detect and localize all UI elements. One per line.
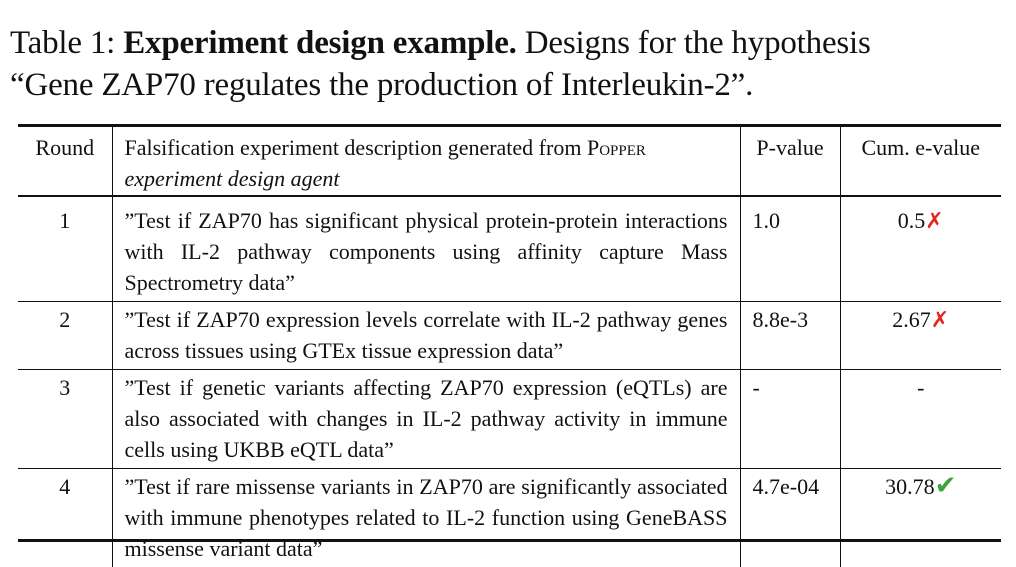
caption-title: Experiment design example. (123, 25, 517, 61)
cell-description: ”Test if ZAP70 expression levels correlate with IL-2 pathway genes across tissues using GTEx tissue expression data” (112, 302, 740, 370)
cell-pvalue: 4.7e-04 (740, 469, 840, 567)
header-evalue: Cum. e-value (840, 127, 1001, 197)
cell-round: 3 (18, 370, 112, 469)
evalue-text: 30.78 (885, 474, 935, 499)
caption-text-line1: Designs for the hypothesis (525, 25, 871, 61)
cell-round: 2 (18, 302, 112, 370)
evalue-text: 2.67 (892, 307, 931, 332)
cell-pvalue: 1.0 (740, 197, 840, 302)
evalue-text: - (917, 375, 924, 400)
table-caption (10, 22, 1010, 106)
table-header-row (18, 127, 1001, 197)
header-description (112, 127, 740, 197)
caption-text-line2: “Gene ZAP70 regulates the production of Interleukin-2”. (10, 67, 753, 103)
cell-round: 4 (18, 469, 112, 567)
header-desc-popper: Popper (587, 135, 646, 160)
table-row (18, 469, 1001, 567)
cell-round: 1 (18, 197, 112, 302)
cell-pvalue: 8.8e-3 (740, 302, 840, 370)
cell-evalue (840, 197, 1001, 302)
fail-cross-icon: ✗ (925, 209, 943, 234)
table-row (18, 370, 1001, 469)
header-round: Round (18, 127, 112, 197)
table-row (18, 197, 1001, 302)
caption-label: Table 1: (10, 25, 115, 61)
cell-description: ”Test if genetic variants affecting ZAP70 expression (eQTLs) are also associated with changes in IL-2 pathway activity in immune cells using UKBB eQTL data” (112, 370, 740, 469)
cell-evalue (840, 302, 1001, 370)
table-row (18, 302, 1001, 370)
header-pvalue: P-value (740, 127, 840, 197)
experiment-design-table (18, 127, 1001, 567)
cell-description: ”Test if rare missense variants in ZAP70 are significantly associated with immune phenotypes related to IL-2 function using GeneBASS missense variant data” (112, 469, 740, 567)
pass-check-icon: ✔ (935, 471, 957, 501)
cell-pvalue: - (740, 370, 840, 469)
fail-cross-icon: ✗ (931, 308, 949, 333)
header-desc-italic: experiment design agent (125, 166, 340, 191)
header-desc-main: Falsification experiment description generated from (125, 135, 582, 160)
cell-evalue (840, 469, 1001, 567)
evalue-text: 0.5 (898, 208, 926, 233)
cell-description: ”Test if ZAP70 has significant physical protein-protein interactions with IL-2 pathway components using affinity capture Mass Spectrometry data” (112, 197, 740, 302)
cell-evalue (840, 370, 1001, 469)
